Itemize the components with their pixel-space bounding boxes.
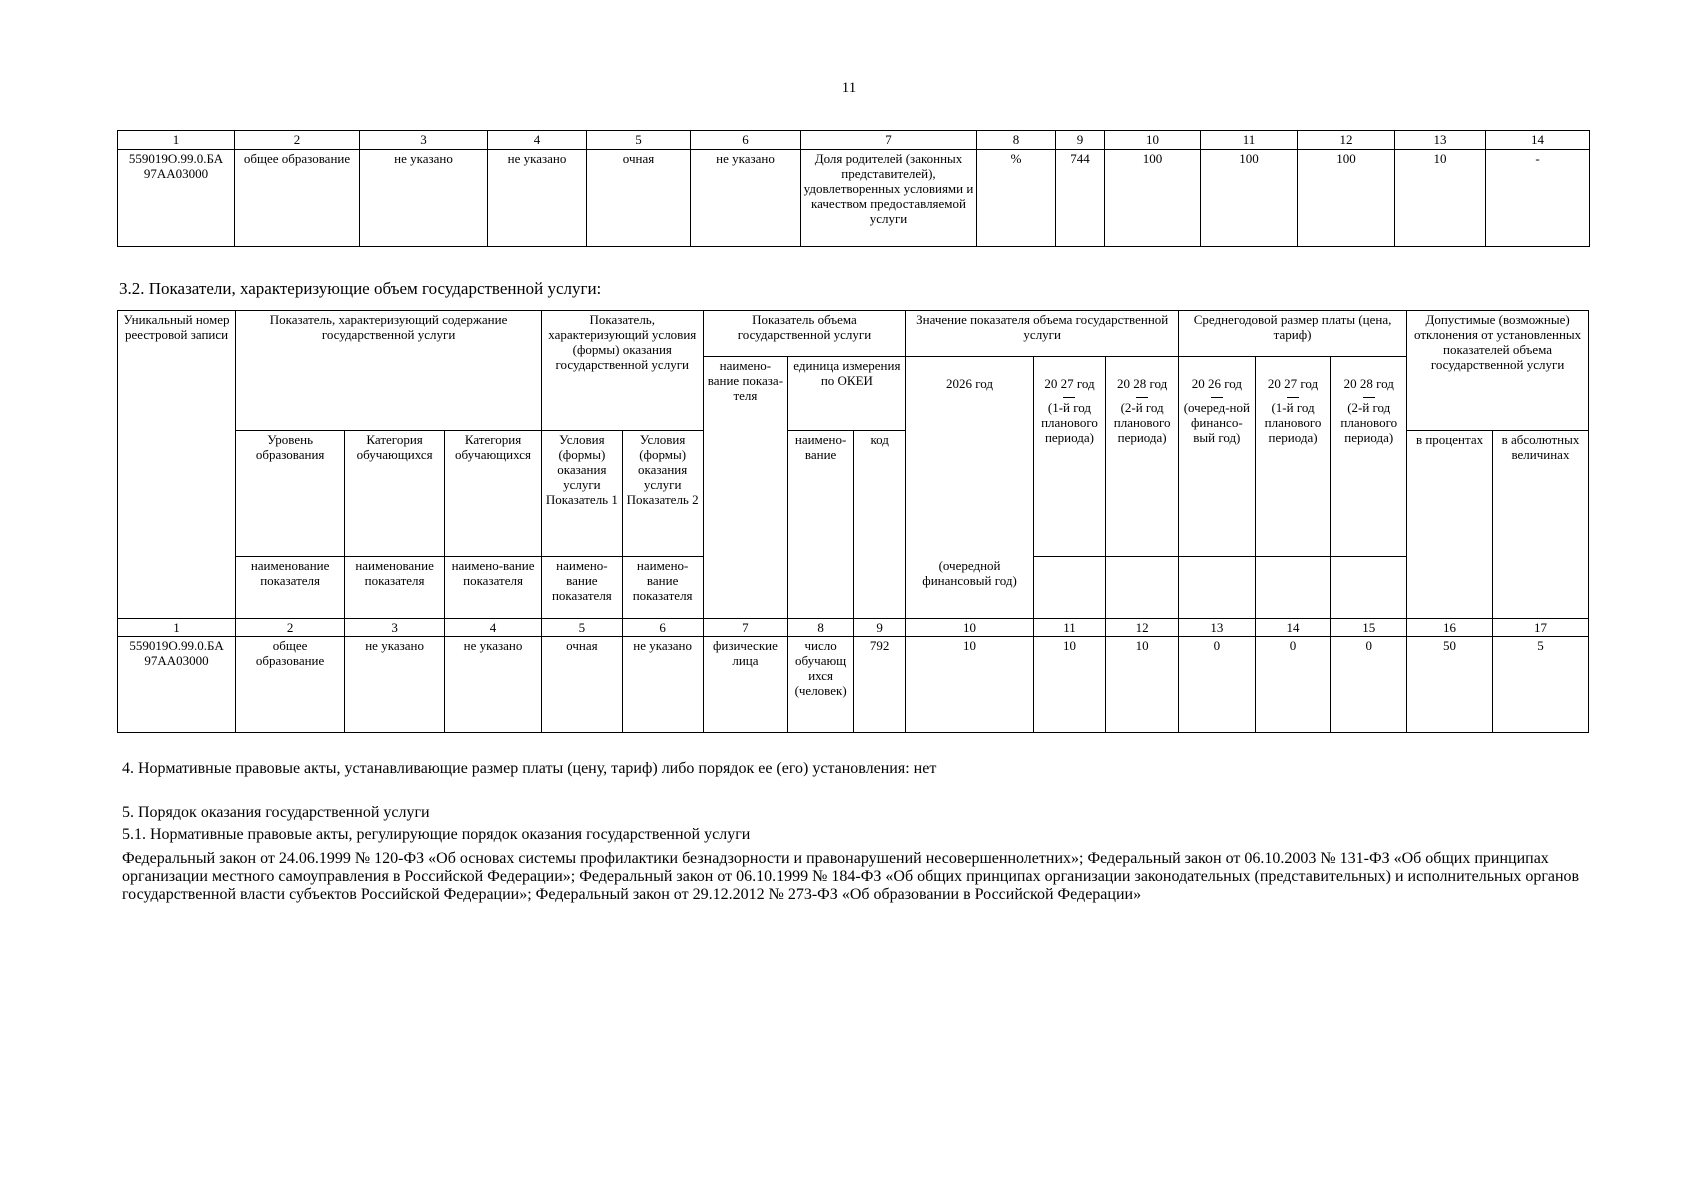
header-deviation: Допустимые (возможные) отклонения от установленных показателей объема государственной услуги bbox=[1407, 311, 1589, 431]
table-cell: 10 bbox=[1033, 637, 1106, 733]
header-fee-2028 bbox=[1331, 357, 1407, 557]
col-num: 2 bbox=[235, 131, 360, 150]
indicator-name-header: наименование показателя bbox=[345, 557, 445, 619]
header-volume-indicator: Показатель объема государственной услуги bbox=[703, 311, 906, 357]
header-unit-name: наимено-вание bbox=[788, 431, 854, 619]
indicator-name-header: наимено-вание показателя bbox=[542, 557, 623, 619]
paragraph-5: 5. Порядок оказания государственной услуги bbox=[122, 804, 430, 821]
table-cell: физические лица bbox=[703, 637, 788, 733]
table-cell: 0 bbox=[1178, 637, 1255, 733]
col-num: 11 bbox=[1033, 619, 1106, 637]
header-fee-2027 bbox=[1255, 357, 1331, 557]
table-cell: число обучающ ихся (человек) bbox=[788, 637, 854, 733]
header-registry: Уникальный номер реестровой записи bbox=[118, 311, 236, 619]
header-conditions-indicator: Показатель, характеризующий условия (формы) оказания государственной услуги bbox=[542, 311, 704, 431]
sub-category: Категория обучающихся bbox=[445, 431, 542, 557]
table-cell: не указано bbox=[345, 637, 445, 733]
table-cell: общее образование bbox=[235, 150, 360, 247]
table-cell: очная bbox=[542, 637, 623, 733]
quality-indicators-table bbox=[117, 130, 1590, 247]
table-cell: 0 bbox=[1331, 637, 1407, 733]
table-cell bbox=[1033, 557, 1106, 619]
year-sub: (2-й год планового периода) bbox=[1340, 400, 1398, 445]
sub-condition: Условия (формы) оказания услуги Показатель 2 bbox=[622, 431, 703, 557]
col-num: 14 bbox=[1255, 619, 1331, 637]
col-num: 7 bbox=[703, 619, 788, 637]
year-sub: (1-й год планового периода) bbox=[1264, 400, 1322, 445]
col-num: 9 bbox=[1056, 131, 1105, 150]
header-fee-2026 bbox=[1178, 357, 1255, 557]
year-label: 20 26 год bbox=[1191, 376, 1242, 391]
col-num: 6 bbox=[622, 619, 703, 637]
table-cell bbox=[1178, 557, 1255, 619]
header-avg-fee: Среднегодовой размер платы (цена, тариф) bbox=[1178, 311, 1406, 357]
col-num: 8 bbox=[977, 131, 1056, 150]
table-cell: 10 bbox=[1395, 150, 1486, 247]
col-num: 15 bbox=[1331, 619, 1407, 637]
header-year-2027 bbox=[1033, 357, 1106, 557]
table-cell: не указано bbox=[445, 637, 542, 733]
col-num: 16 bbox=[1407, 619, 1493, 637]
year-sub: (очеред-ной финансо-вый год) bbox=[1183, 400, 1250, 445]
table-cell: 100 bbox=[1201, 150, 1298, 247]
table-cell bbox=[1106, 557, 1179, 619]
table-cell: 0 bbox=[1255, 637, 1331, 733]
table-cell: 5 bbox=[1492, 637, 1588, 733]
header-volume-name: наимено-вание показа-теля bbox=[703, 357, 788, 619]
table-cell: не указано bbox=[488, 150, 587, 247]
indicator-name: Доля родителей (законных представителей), удовлетворенных условиями и качеством предоставляемой услуги bbox=[801, 150, 977, 247]
sub-category: Категория обучающихся bbox=[345, 431, 445, 557]
col-num: 6 bbox=[691, 131, 801, 150]
header-unit: единица измерения по ОКЕИ bbox=[788, 357, 906, 431]
col-num: 12 bbox=[1298, 131, 1395, 150]
registry-number: 559019О.99.0.БА 97АА03000 bbox=[118, 637, 236, 733]
col-num: 9 bbox=[853, 619, 906, 637]
year-label: 20 28 год bbox=[1117, 376, 1168, 391]
col-num: 4 bbox=[445, 619, 542, 637]
registry-number: 559019О.99.0.БА 97АА03000 bbox=[118, 150, 235, 247]
col-num: 8 bbox=[788, 619, 854, 637]
laws-paragraph: Федеральный закон от 24.06.1999 № 120-ФЗ «Об основах системы профилактики безнадзорности и правонарушений несовершеннолетних»; Федеральный закон от 06.10.2003 № 131-ФЗ «Об общих принципах организации местного самоуправления в Российской Федерации»; Федеральный закон от 06.10.1999 № 184-ФЗ «Об общих принципах организации законодательных (представительных) и исполнительных органов государственной власти субъектов Российской Федерации»; Федеральный закон от 29.12.2012 № 273-ФЗ «Об образовании в Российской Федерации» bbox=[122, 850, 1580, 903]
deviation-absolute: в абсолютных величинах bbox=[1492, 431, 1588, 619]
section-title: 3.2. Показатели, характеризующие объем государственной услуги: bbox=[119, 279, 602, 298]
col-num: 11 bbox=[1201, 131, 1298, 150]
table-cell: 100 bbox=[1105, 150, 1201, 247]
col-num: 7 bbox=[801, 131, 977, 150]
header-year-2028 bbox=[1106, 357, 1179, 557]
table-cell: - bbox=[1486, 150, 1590, 247]
col-num: 2 bbox=[236, 619, 345, 637]
table-cell bbox=[1255, 557, 1331, 619]
col-num: 13 bbox=[1178, 619, 1255, 637]
indicator-name-header: наименование показателя bbox=[236, 557, 345, 619]
header-content-indicator: Показатель, характеризующий содержание государственной услуги bbox=[236, 311, 542, 431]
col-num: 12 bbox=[1106, 619, 1179, 637]
col-num: 1 bbox=[118, 619, 236, 637]
year-sub: (2-й год планового периода) bbox=[1113, 400, 1171, 445]
table-cell: 10 bbox=[906, 637, 1033, 733]
indicator-name-header: наимено-вание показателя bbox=[445, 557, 542, 619]
table-cell: не указано bbox=[360, 150, 488, 247]
col-num: 3 bbox=[360, 131, 488, 150]
table-cell bbox=[1331, 557, 1407, 619]
col-num: 14 bbox=[1486, 131, 1590, 150]
page-number: 11 bbox=[841, 80, 857, 96]
column-numbers-row bbox=[118, 619, 1589, 637]
col-num: 1 bbox=[118, 131, 235, 150]
table-cell: не указано bbox=[691, 150, 801, 247]
col-num: 10 bbox=[906, 619, 1033, 637]
col-num: 13 bbox=[1395, 131, 1486, 150]
header-unit-code: код bbox=[853, 431, 906, 619]
table-cell: общее образование bbox=[236, 637, 345, 733]
year-label: 20 28 год bbox=[1343, 376, 1394, 391]
volume-indicators-table bbox=[117, 310, 1589, 733]
indicator-name-header: наимено-вание показателя bbox=[622, 557, 703, 619]
table-cell: очная bbox=[587, 150, 691, 247]
deviation-percent: в процентах bbox=[1407, 431, 1493, 619]
table-cell: 744 bbox=[1056, 150, 1105, 247]
table-cell: не указано bbox=[622, 637, 703, 733]
table-cell: 100 bbox=[1298, 150, 1395, 247]
table-cell: 10 bbox=[1106, 637, 1179, 733]
table-cell: 792 bbox=[853, 637, 906, 733]
table-cell: 50 bbox=[1407, 637, 1493, 733]
col-num: 10 bbox=[1105, 131, 1201, 150]
year-label: 20 27 год bbox=[1267, 376, 1319, 391]
header-row bbox=[118, 311, 1589, 357]
year-label: 20 27 год bbox=[1044, 376, 1095, 391]
header-volume-value: Значение показателя объема государственной услуги bbox=[906, 311, 1179, 357]
col-num: 5 bbox=[542, 619, 623, 637]
sub-level: Уровень образования bbox=[236, 431, 345, 557]
col-num: 5 bbox=[587, 131, 691, 150]
col-num: 3 bbox=[345, 619, 445, 637]
table-row bbox=[118, 150, 1590, 247]
header-year-2026 bbox=[906, 357, 1033, 557]
paragraph-4: 4. Нормативные правовые акты, устанавливающие размер платы (цену, тариф) либо порядок ее (его) установления: нет bbox=[122, 760, 937, 777]
sub-condition: Условия (формы) оказания услуги Показатель 1 bbox=[542, 431, 623, 557]
column-numbers-row bbox=[118, 131, 1590, 150]
year-label: 2026 год bbox=[946, 376, 994, 391]
year-sub: (очередной финансовый год) bbox=[906, 557, 1033, 619]
col-num: 17 bbox=[1492, 619, 1588, 637]
paragraph-5-1: 5.1. Нормативные правовые акты, регулирующие порядок оказания государственной услуги bbox=[122, 826, 751, 843]
table-row bbox=[118, 637, 1589, 733]
col-num: 4 bbox=[488, 131, 587, 150]
table-cell: % bbox=[977, 150, 1056, 247]
year-sub: (1-й год планового периода) bbox=[1041, 400, 1098, 445]
